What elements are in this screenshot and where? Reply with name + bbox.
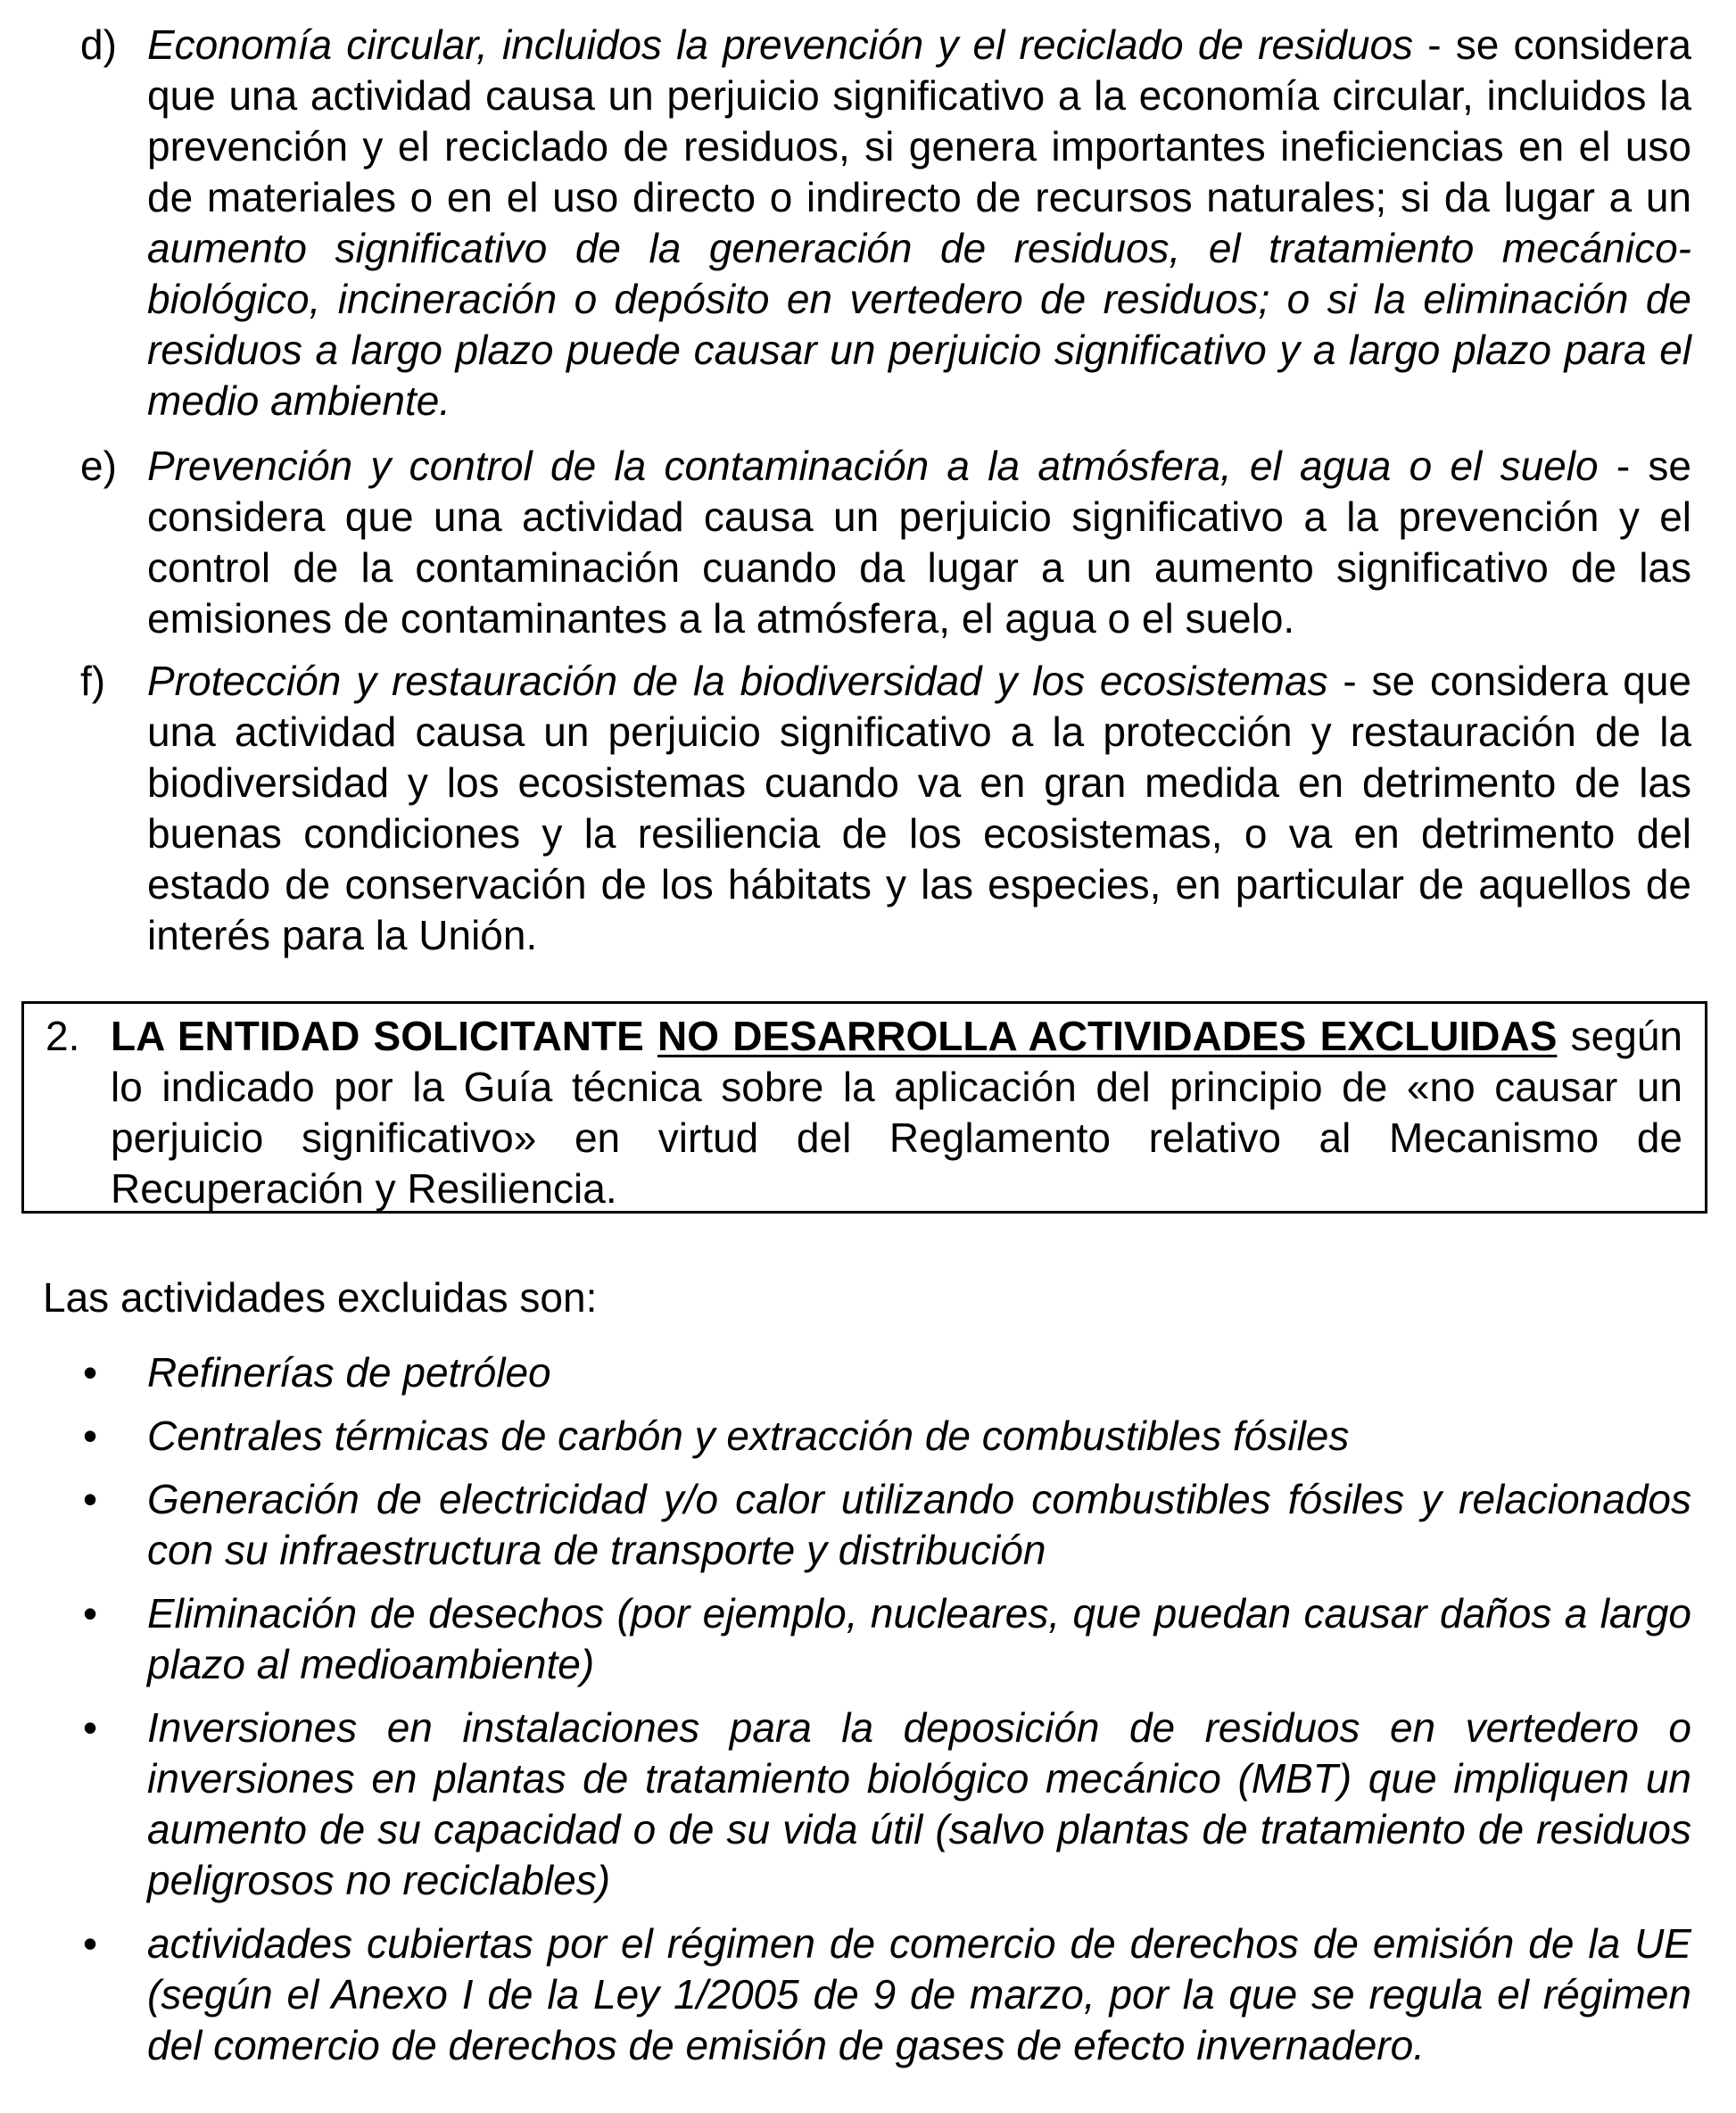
excluded-list: [80, 1347, 1691, 2084]
item-marker: e): [80, 443, 117, 489]
list-item: [80, 1411, 1691, 1462]
bullet-icon: •: [83, 1349, 98, 1396]
bullet-icon: •: [83, 1476, 98, 1522]
list-item-d: [80, 20, 1691, 427]
box-bold-underlined: NO DESARROLLA ACTIVIDADES EXCLUIDAS: [657, 1013, 1558, 1059]
box-number: 2.: [45, 1013, 80, 1059]
item-body: [147, 20, 1691, 427]
list-item-e: [80, 441, 1691, 644]
bullet-icon: •: [83, 1413, 98, 1459]
item-marker: d): [80, 21, 117, 68]
item-text: - se considera que una actividad causa un perjuicio significativo a la prevención y el control de la contaminación cuando da lugar a un aumento significativo de las emisiones de contaminantes a la atmósfera, el agua o el suelo.: [147, 443, 1691, 642]
list-item: [80, 1703, 1691, 1906]
bullet-icon: •: [83, 1590, 98, 1637]
list-item-f: [80, 656, 1691, 961]
item-title: Protección y restauración de la biodiversidad y los ecosistemas: [147, 658, 1328, 704]
bullet-text: actividades cubiertas por el régimen de comercio de derechos de emisión de la UE (según el Anexo I de la Ley 1/2005 de 9 de marzo, por la que se regula el régimen del comercio de derechos de emisión de gases de efecto invernadero.: [147, 1920, 1691, 2068]
box-text: según lo indicado por la Guía técnica sobre la aplicación del principio de «no causar un perjuicio significativo» en virtud del Reglamento relativo al Mecanismo de Recuperación y Resiliencia.: [111, 1013, 1682, 1212]
box-body: [111, 1011, 1682, 1214]
list-item: [80, 1347, 1691, 1398]
bullet-text: Inversiones en instalaciones para la deposición de residuos en vertedero o inversiones en plantas de tratamiento biológico mecánico (MBT) que impliquen un aumento de su capacidad o de su vida útil (salvo plantas de tratamiento de residuos peligrosos no reciclables): [147, 1704, 1691, 1903]
item-body: [147, 656, 1691, 961]
bullet-text: Generación de electricidad y/o calor utilizando combustibles fósiles y relacionados con su infraestructura de transporte y distribución: [147, 1476, 1691, 1573]
list-item: [80, 1588, 1691, 1690]
item-text: - se considera que una actividad causa un perjuicio significativo a la economía circular, incluidos la prevención y el reciclado de residuos, si genera importantes ineficiencias en el uso de materiales o en el uso directo o indirecto de recursos naturales; si da lugar a un: [147, 21, 1691, 220]
excluded-intro: Las actividades excluidas son:: [43, 1274, 598, 1321]
declaration-box: [21, 1001, 1707, 1214]
list-item: [80, 1474, 1691, 1576]
bullet-icon: •: [83, 1920, 98, 1967]
box-bold-lead: LA ENTIDAD SOLICITANTE: [111, 1013, 658, 1059]
item-title: Economía circular, incluidos la prevención y el reciclado de residuos: [147, 21, 1414, 68]
item-italic-text: aumento significativo de la generación de residuos, el tratamiento mecánico-biológico, incineración o depósito en vertedero de residuos; o si la eliminación de residuos a largo plazo puede causar un perjuicio significativo y a largo plazo para el medio ambiente.: [147, 225, 1691, 424]
list-item: [80, 1918, 1691, 2071]
bullet-text: Refinerías de petróleo: [147, 1349, 551, 1396]
bullet-icon: •: [83, 1704, 98, 1751]
item-text: - se considera que una actividad causa un perjuicio significativo a la protección y restauración de la biodiversidad y los ecosistemas cuando va en gran medida en detrimento de las buenas condiciones y la resiliencia de los ecosistemas, o va en detrimento del estado de conservación de los hábitats y las especies, en particular de aquellos de interés para la Unión.: [147, 658, 1691, 958]
bullet-text: Eliminación de desechos (por ejemplo, nucleares, que puedan causar daños a largo plazo al medioambiente): [147, 1590, 1691, 1687]
item-title: Prevención y control de la contaminación a la atmósfera, el agua o el suelo: [147, 443, 1599, 489]
item-body: [147, 441, 1691, 644]
item-marker: f): [80, 658, 106, 704]
bullet-text: Centrales térmicas de carbón y extracción de combustibles fósiles: [147, 1413, 1350, 1459]
